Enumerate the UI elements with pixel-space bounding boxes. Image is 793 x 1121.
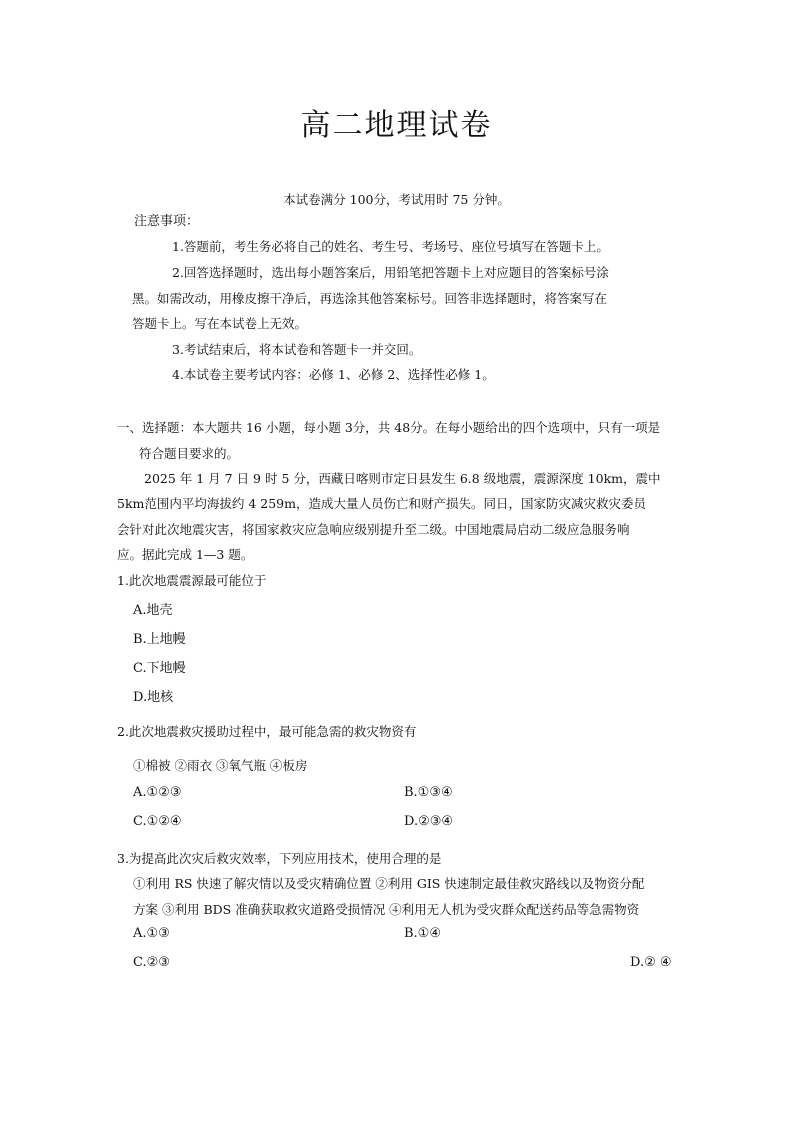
notice-item: 答题卡上。写在本试卷上无效。 [132, 316, 308, 331]
q1-option-c: C.下地幔 [133, 661, 186, 676]
q2-option-b: B.①③④ [404, 785, 453, 800]
notice-item: 1.答题前，考生务必将自己的姓名、考生号、考场号、座位号填写在答题卡上。 [172, 239, 609, 254]
question-2-stem: 2.此次地震救灾援助过程中，最可能急需的救灾物资有 [117, 724, 417, 739]
notice-item: 4.本试卷主要考试内容：必修 1、必修 2、选择性必修 1。 [172, 367, 495, 382]
q3-option-b: B.①④ [404, 926, 441, 941]
q1-option-b: B.上地幔 [133, 632, 186, 647]
notice-item: 2.回答选择题时，选出每小题答案后，用铅笔把答题卡上对应题目的答案标号涂 [172, 265, 609, 280]
q2-option-c: C.①②④ [133, 814, 182, 829]
passage-line: 会针对此次地震灾害，将国家救灾应急响应级别提升至二级。中国地震局启动二级应急服务响 [117, 522, 630, 537]
page-title: 高二地理试卷 [300, 108, 493, 143]
question-3-stem: 3.为提高此次灾后救灾效率，下列应用技术，使用合理的是 [117, 851, 442, 866]
section-heading: 一、选择题：本大题共 16 小题，每小题 3分，共 48分。在每小题给出的四个选项中，只有一项是 [117, 420, 661, 435]
q3-option-d: D.② ④ [630, 955, 672, 970]
q2-option-a: A.①②③ [133, 785, 182, 800]
q3-option-c: C.②③ [133, 955, 170, 970]
passage-line: 应。据此完成 1—3 题。 [117, 547, 254, 562]
q2-items: ①棉被 ②雨衣 ③氧气瓶 ④板房 [133, 758, 308, 773]
q3-items-line: ①利用 RS 快速了解灾情以及受灾精确位置 ②利用 GIS 快速制定最佳救灾路线以及物资分配 [133, 876, 645, 891]
section-heading-cont: 符合题目要求的。 [139, 446, 240, 461]
q1-option-d: D.地核 [133, 690, 174, 705]
passage-line: 2025 年 1 月 7 日 9 时 5 分，西藏日喀则市定日县发生 6.8 级地震，震源深度 10km，震中 [144, 471, 661, 486]
exam-subtitle: 本试卷满分 100分，考试用时 75 分钟。 [283, 192, 510, 207]
q2-option-d: D.②③④ [404, 814, 454, 829]
q3-items-line: 方案 ③利用 BDS 准确获取救灾道路受损情况 ④利用无人机为受灾群众配送药品等急需物资 [133, 902, 640, 917]
q3-option-a: A.①③ [133, 926, 170, 941]
notice-item: 3.考试结束后，将本试卷和答题卡一并交回。 [172, 342, 422, 357]
notice-item: 黑。如需改动，用橡皮擦干净后，再选涂其他答案标号。回答非选择题时，将答案写在 [132, 291, 608, 306]
notice-heading: 注意事项： [134, 214, 200, 229]
question-1-stem: 1.此次地震震源最可能位于 [117, 573, 267, 588]
q1-option-a: A.地壳 [133, 603, 173, 618]
passage-line: 5km范围内平均海拔约 4 259m，造成大量人员伤亡和财产损失。同日，国家防灾减灾救灾委员 [117, 496, 646, 511]
